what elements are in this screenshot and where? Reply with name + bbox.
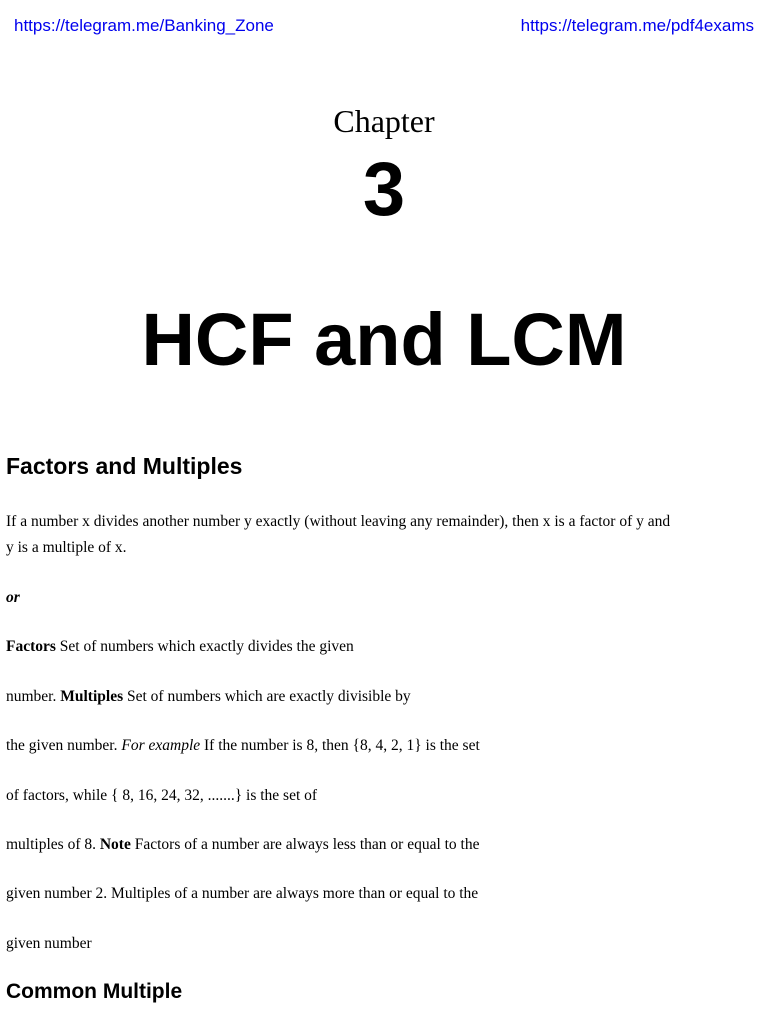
given-number-line: given number: [6, 935, 92, 952]
chapter-title: HCF and LCM: [141, 298, 627, 381]
intro-paragraph-line-1: If a number x divides another number y exactly (without leaving any remainder), then x is a factor of y and: [6, 513, 671, 530]
factors-set-line: of factors, while { 8, 16, 24, 32, .......} is the set of: [6, 787, 318, 804]
factors-definition-text: Set of numbers which exactly divides the given: [55, 638, 354, 655]
chapter-number: 3: [362, 147, 406, 232]
for-example-term: For example: [121, 737, 201, 754]
intro-paragraph-line-2: y is a multiple of x.: [6, 539, 127, 556]
multiples-note-line: given number 2. Multiples of a number are always more than or equal to the: [6, 885, 479, 902]
section-heading-factors-and-multiples: Factors and Multiples: [6, 453, 243, 479]
note-line-prefix: multiples of 8.: [6, 836, 100, 853]
or-text: or: [6, 589, 20, 606]
multiples-term: Multiples: [60, 688, 124, 705]
example-line-prefix: the given number.: [6, 737, 122, 754]
factors-definition-line: [6, 638, 354, 656]
multiples-line-prefix: number.: [6, 688, 61, 705]
note-line: [6, 836, 480, 854]
or-separator: [6, 589, 20, 607]
example-line-text: If the number is 8, then {8, 4, 2, 1} is the set: [200, 737, 480, 754]
banking-zone-link[interactable]: https://telegram.me/Banking_Zone: [14, 16, 274, 35]
pdf4exams-link[interactable]: https://telegram.me/pdf4exams: [520, 16, 754, 35]
multiples-definition-line: [6, 688, 411, 706]
note-term: Note: [99, 836, 131, 853]
example-line: [6, 737, 480, 755]
chapter-label: Chapter: [333, 103, 435, 139]
section-heading-common-multiple: Common Multiple: [6, 980, 183, 1003]
factors-term: Factors: [6, 638, 56, 655]
multiples-definition-text: Set of numbers which are exactly divisible by: [123, 688, 411, 705]
note-line-text: Factors of a number are always less than or equal to the: [130, 836, 480, 853]
